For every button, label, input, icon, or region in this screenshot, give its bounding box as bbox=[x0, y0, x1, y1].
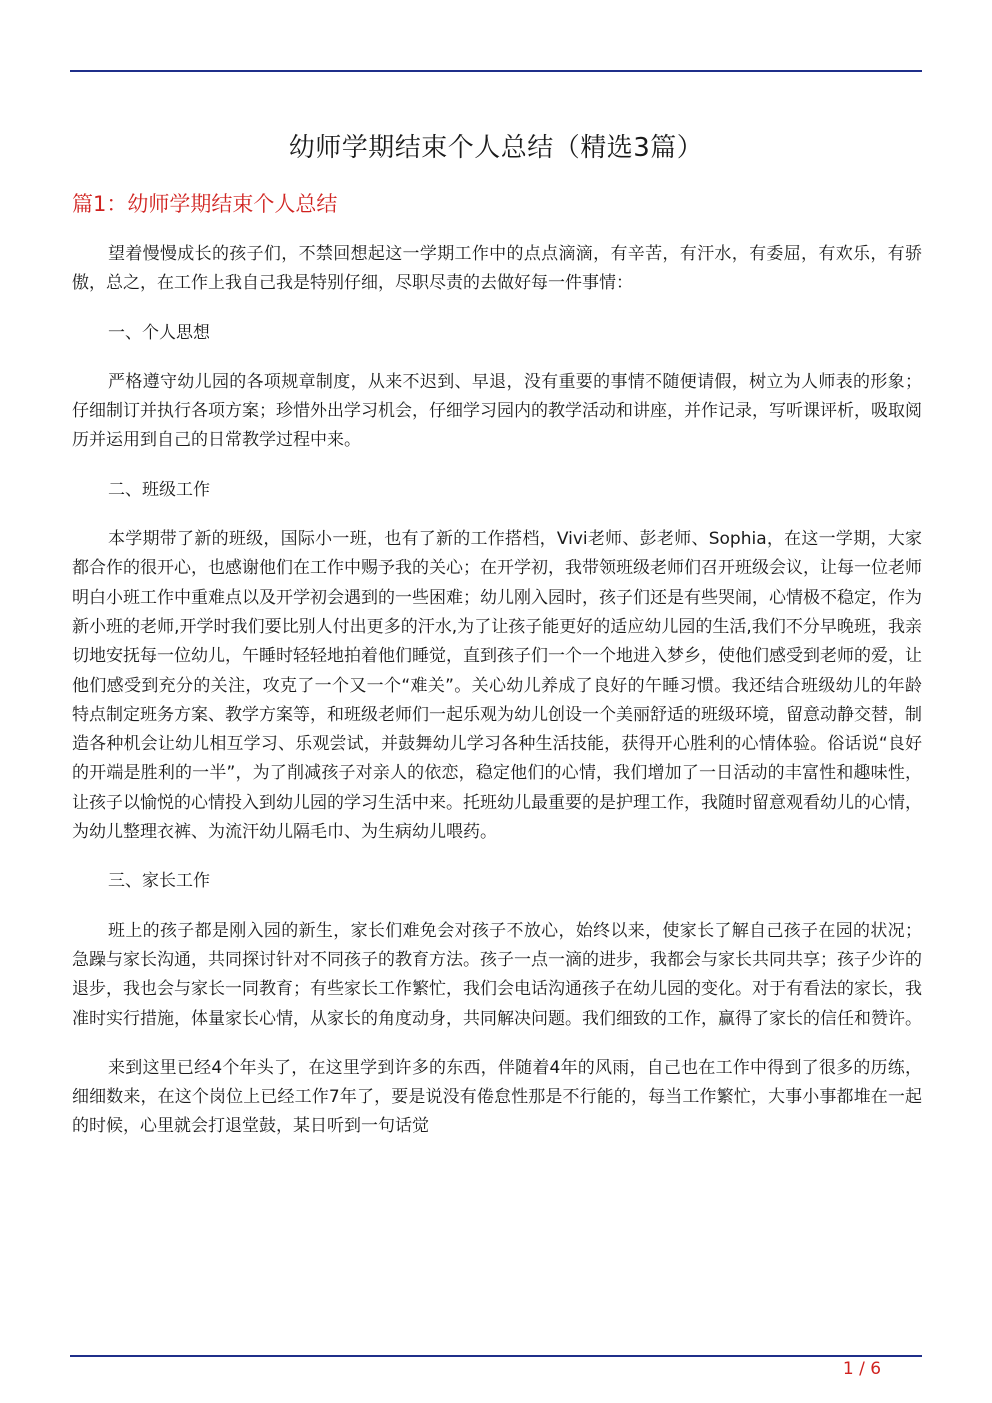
document-title: 幼师学期结束个人总结（精选3篇） bbox=[288, 133, 704, 163]
header-rule bbox=[70, 70, 922, 72]
footer-rule bbox=[70, 1355, 922, 1357]
subheading-personal-thoughts: 一、个人思想 bbox=[108, 322, 210, 343]
subheading-class-work: 二、班级工作 bbox=[108, 479, 210, 500]
body-paragraph: 来到这里已经4个年头了，在这里学到许多的东西，伴随着4年的风雨，自己也在工作中得到了很多的历练，细细数来，在这个岗位上已经工作7年了，要是说没有倦怠性那是不行能的，每当工作繁忙，大事小事都堆在一起的时候，心里就会打退堂鼓，某日听到一句话觉 bbox=[72, 1057, 922, 1137]
subheading-parent-work: 三、家长工作 bbox=[108, 871, 210, 892]
body-paragraph: 严格遵守幼儿园的各项规章制度，从来不迟到、早退，没有重要的事情不随便请假，树立为人师表的形象；仔细制订并执行各项方案；珍惜外出学习机会，仔细学习园内的教学活动和讲座，并作记录，写听课评析，吸取阅历并运用到自己的日常教学过程中来。 bbox=[72, 371, 922, 451]
body-paragraph: 本学期带了新的班级，国际小一班，也有了新的工作搭档，Vivi老师、彭老师、Sophia，在这一学期，大家都合作的很开心，也感谢他们在工作中赐予我的关心；在开学初，我带领班级老师们召开班级会议，让每一位老师明白小班工作中重难点以及开学初会遇到的一些困难；幼儿刚入园时，孩子们还是有些哭闹，心情极不稳定，作为新小班的老师,开学时我们要比别人付出更多的汗水,为了让孩子能更好的适应幼儿园的生活,我们不分早晚班，我亲切地安抚每一位幼儿，午睡时轻轻地拍着他们睡觉，直到孩子们一个一个地进入梦乡，使他们感受到老师的爱，让他们感受到充分的关注，攻克了一个又一个“难关”。关心幼儿养成了良好的午睡习惯。我还结合班级幼儿的年龄特点制定班务方案、教学方案等，和班级老师们一起乐观为幼儿创设一个美丽舒适的班级环境，留意动静交替，制造各种机会让幼儿相互学习、乐观尝试，并鼓舞幼儿学习各种生活技能，获得开心胜利的心情体验。俗话说“良好的开端是胜利的一半”，为了削减孩子对亲人的依恋，稳定他们的心情，我们增加了一日活动的丰富性和趣味性，让孩子以愉悦的心情投入到幼儿园的学习生活中来。托班幼儿最重要的是护理工作，我随时留意观看幼儿的心情，为幼儿整理衣裤、为流汗幼儿隔毛巾、为生病幼儿喂药。 bbox=[72, 529, 922, 843]
body-paragraph: 望着慢慢成长的孩子们，不禁回想起这一学期工作中的点点滴滴，有辛苦，有汗水，有委屈，有欢乐，有骄傲，总之，在工作上我自己我是特别仔细，尽职尽责的去做好每一件事情： bbox=[72, 244, 922, 294]
body-paragraph: 班上的孩子都是刚入园的新生，家长们难免会对孩子不放心，始终以来，使家长了解自己孩子在园的状况；急躁与家长沟通，共同探讨针对不同孩子的教育方法。孩子一点一滴的进步，我都会与家长共同共享；孩子少许的退步，我也会与家长一同教育；有些家长工作繁忙，我们会电话沟通孩子在幼儿园的变化。对于有看法的家长，我准时实行措施，体量家长心情，从家长的角度动身，共同解决问题。我们细致的工作，赢得了家长的信任和赞许。 bbox=[72, 920, 922, 1029]
document-body bbox=[72, 240, 922, 1162]
page-number: 1 / 6 bbox=[842, 1359, 882, 1379]
section-heading: 篇1：幼师学期结束个人总结 bbox=[72, 192, 338, 216]
